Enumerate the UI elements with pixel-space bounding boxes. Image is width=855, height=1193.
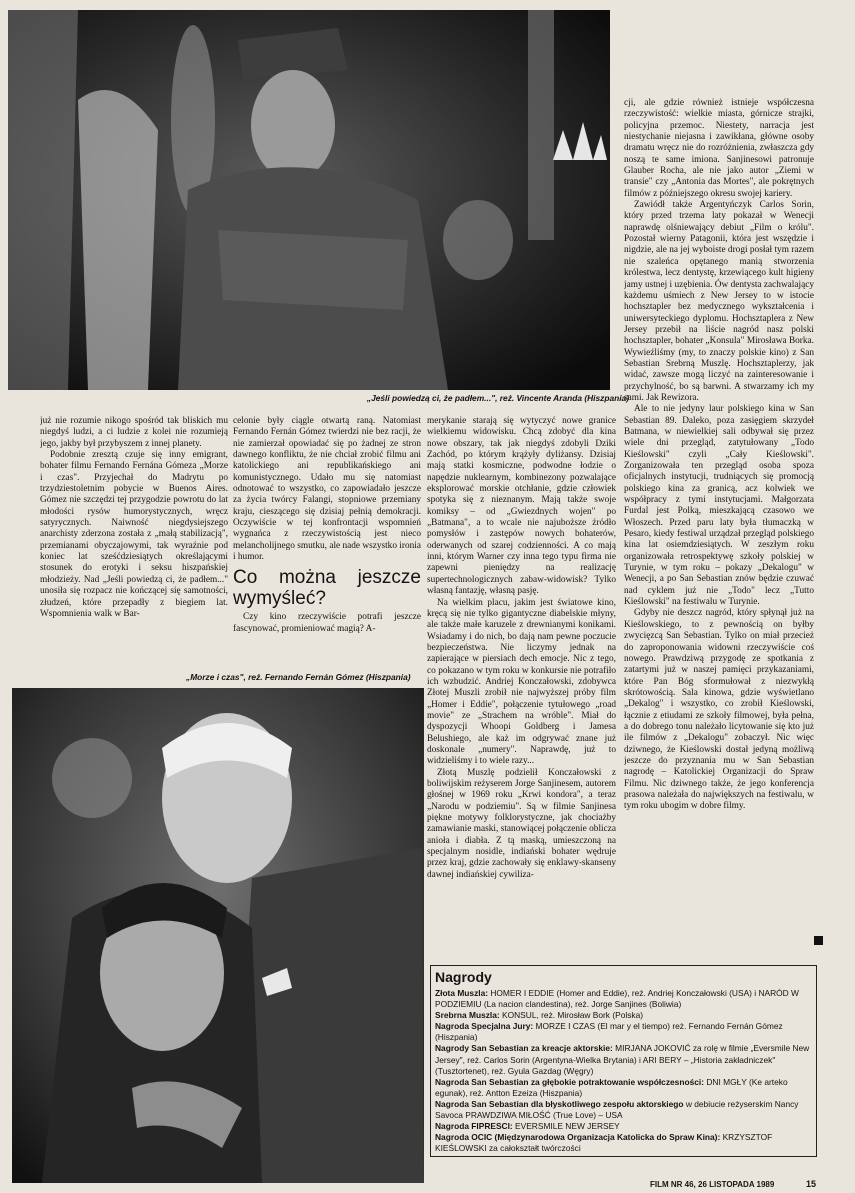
award-label: Nagrody San Sebastian za kreacje aktorskie: xyxy=(435,1043,613,1054)
award-item xyxy=(435,1010,810,1021)
award-text: MORZE I CZAS (El mar y el tiempo) reż. Fernando Fernán Gómez (Hiszpania) xyxy=(435,1021,783,1043)
paragraph: cji, ale gdzie również istnieje współczesna rzeczywistość: wielkie miasta, górnicze strajki, policyjna przemoc. Niestety, narracja jest niestychanie niejasna i zawikłana, główne osoby dramatu wręcz nie do rozróżnienia, zwłaszcza gdy noszą te same imiona. Sanjinesowi patronuje Glauber Rocha, ale nie jako autor „Ziemi w transie" czy „Antonia das Mortes", ale pokrętnych filmów z późniejszego okresu swojej kariery. xyxy=(624,98,814,199)
photo-embrace-scene xyxy=(12,688,424,1183)
award-text: w debiucie reżyserskim Nancy Savoca PRAWDZIWA MIŁOŚĆ (True Love) – USA xyxy=(435,1098,799,1121)
award-item xyxy=(435,1099,810,1121)
award-label: Srebrna Muszla: xyxy=(435,1010,500,1021)
paragraph: Złotą Muszlę podzielił Konczałowski z boliwijskim reżyserem Jorge Sanjinesem, autorem głośnej w 1969 roku „Krwi kondora", a teraz „Narodu w podziemiu". Są w filmie Sanjinesa piękne motywy folklorystyczne, jak chociażby zamawianie maski, stanowiącej połączenie oblicza anioła i diabła. Z tą maską, umieszczoną na specjalnym nosidle, indiański bohater wędruje przez kraj, gdzie zachowały się enklawy-skanseny dawnej indiańskiej cywiliza- xyxy=(427,767,616,880)
award-item xyxy=(435,1021,810,1043)
award-text: HOMER I EDDIE (Homer and Eddie), reż. Andriej Konczałowski (USA) i NARÓD W PODZIEMIU (La nacion clandestina), reż. Jorge Sanjines (Boliwia) xyxy=(435,988,799,1010)
award-item xyxy=(435,1077,810,1099)
award-label: Nagroda FIPRESCI: xyxy=(435,1121,513,1132)
photo-embrace-image xyxy=(12,688,424,1183)
awards-box xyxy=(430,965,817,1157)
award-text: DNI MGŁY (Ke arteko egunak), reż. Antton Ezeiza (Hiszpania) xyxy=(435,1076,788,1098)
paragraph: merykanie starają się wytyczyć nowe granice wielkiemu widowisku. Chcą zdobyć dla kina nowe obszary, tak jak niegdyś zdobyli Dziki Zachód, po którym krążyły dyliżansy. Dzisiaj mają statki kosmiczne, podwodne łodzie o napędzie nuklearnym, kombinezony pozwalające eksplorować morskie otchłanie, gdzie człowiek spotyka się z nieznanym. Mają także swoje komiksy – od „Gwiezdnych wojen" po „Batmana", a to wcale nie najuboższe źródło pomysłów i zastępów nowych bohaterów, oderwanych od szarej codzienności. A co mają inni, którym Warner czy inna tego typu firma nie zapewni pieniędzy na realizację supertechnologicznych zabaw-widowisk? Tylko własną fantazję, własną pasję. xyxy=(427,416,616,597)
photo2-caption: „Morze i czas", reż. Fernando Fernán Gómez (Hiszpania) xyxy=(186,672,411,682)
award-item xyxy=(435,1043,810,1076)
award-text: KONSUL, reż. Mirosław Bork (Polska) xyxy=(499,1010,644,1021)
award-item xyxy=(435,1132,810,1154)
award-label: Nagroda OCIC (Międzynarodowa Organizacja Katolicka do Spraw Kina): xyxy=(435,1132,721,1143)
award-label: Nagroda San Sebastian dla błyskotliwego zespołu aktorskiego xyxy=(435,1098,684,1109)
paragraph: Gdyby nie deszcz nagród, który spłynął już na Kieślowskiego, to z pewnością on byłby zwycięzcą San Sebastian. Tylko on miał przecież do zaproponowania widowni rzeczywiście coś nowego. Prawdziwą przygodę ze spotkania z zatartymi już w naszej pamięci przykazaniami, które Pan Bóg sformułował z niezwykłą skrótowością. Sala kinowa, gdzie wyświetlano „Dekalog" i wszystko, co zrobił Kieślowski, łącznie z etiudami ze szkoły filmowej, była pełna, a do dobrego tonu należało licytowanie się kto już ile filmów z „Dekalogu" zobaczył. Nic więc dziwnego, że Kieślowski dostał jedyną możliwą jeszcze do przyznania mu w San Sebastian nagrodę – Katolickiej Organizacji do Spraw Filmu. Nic dziwnego także, że jego konferencja prasowa należała do największych na festiwalu, w tym roku ubogim w dobre filmy. xyxy=(624,608,814,812)
paragraph: już nie rozumie nikogo spośród tak bliskich mu niegdyś ludzi, a ci ludzie z kolei nie rozumieją jego, jakby był przybyszem z innej planety. xyxy=(40,416,228,449)
award-label: Nagroda San Sebastian za głębokie potraktowanie współczesności: xyxy=(435,1076,705,1087)
article-column-1 xyxy=(40,416,228,671)
photo-soldier-scene xyxy=(8,10,610,390)
awards-list xyxy=(435,988,810,1154)
article-end-mark xyxy=(814,936,823,945)
award-item xyxy=(435,988,810,1010)
article-column-3 xyxy=(427,416,616,952)
article-headline: Co można jeszcze wymyśleć? xyxy=(233,567,421,610)
page-number: 15 xyxy=(806,1179,817,1189)
award-item xyxy=(435,1121,810,1132)
award-text: MIRJANA JOKOVIĆ za rolę w filmie „Eversmile New Jersey", reż. Carlos Sorin (Argentyna-Wielka Brytania) i ARI BERY – „Historia zakładniczek" (Tusztortenet), reż. Gyula Gazdag (Węgry) xyxy=(435,1043,810,1076)
paragraph: Ale to nie jedyny laur polskiego kina w San Sebastian 89. Daleko, poza zasięgiem skrzydeł Batmana, w niewielkiej sali odbywał się przez wiele dni przegląd, zatytułowany „Todo Kieślowski" czyli „Cały Kieślowski". Zorganizowała ten przegląd osoba spoza oficjalnych instytucji, trudniących się promocją polskiego kina za granicą, acz kolwiek we współpracy z tymi instytucjami. Małgorzata Furdal jest Polką, mieszkającą czasowo we Włoszech. Przed paru laty była tłumaczką w Pesaro, kiedy festiwal urządzał przegląd polskiego kina lat osiemdziesiątych. W zeszłym roku organizowała retrospektywę szkoły polskiej w Turynie, w tym roku – pokazy „Dekalogu" w Wenecji, a po San Sebastian znów będzie czuwać nad cyklem już nie „Todo" lecz „Tutto Kieślowski" na festiwalu w Turynie. xyxy=(624,404,814,608)
article-column-4 xyxy=(624,98,814,953)
paragraph: Podobnie zresztą czuje się inny emigrant, bohater filmu Fernando Fernána Gómeza „Morze i czas". Przyjechał do Madrytu po trzydziestoletnim pobycie w Buenos Aires. Gómez nie szczędzi tej przygodzie powrotu do lat młodości rysów humorystycznych, wręcz satyrycznych. Naiwność niegdysiejszego anarchisty zderzona została z „małą stabilizacją", przemianami obyczajowymi, tak wyraźnie pod koniec lat sześćdziesiątych określającymi stosunek do erotyki i seksu hiszpańskiej młodzieży. Nad „Jeśli powiedzą ci, że padłem..." unosiła się rozpacz nie kończącej się samotności, złudzeń, które przepadły z biegiem lat. Wspomnienia walk w Bar- xyxy=(40,450,228,619)
photo1-caption: „Jeśli powiedzą ci, że padłem...", reż. Vincente Aranda (Hiszpania) xyxy=(366,393,629,403)
award-label: Złota Muszla: xyxy=(435,988,489,998)
photo-soldier-image xyxy=(8,10,610,390)
award-label: Nagroda Specjalna Jury: xyxy=(435,1021,534,1032)
awards-title: Nagrody xyxy=(435,969,492,985)
paragraph: Czy kino rzeczywiście potrafi jeszcze fascynować, promieniować magią? A- xyxy=(233,612,421,634)
article-column-2 xyxy=(233,416,421,672)
award-text: KRZYSZTOF KIEŚLOWSKI za całokształt twórczości xyxy=(435,1132,773,1154)
paragraph: Zawiódł także Argentyńczyk Carlos Sorin, który przed trzema laty pokazał w Wenecji naprawdę olśniewający debiut „Film o królu". Pozostał wierny Patagonii, która jest wszędzie i nigdzie, ale na jej wyboiste drogi posłał tym razem nie szaleńca opętanego manią stworzenia królestwa, lecz dentystę, krzewiącego kult higieny jamy ustnej i uzębienia. Ów dentysta zachwalający każdemu uśmiech z New Jersey to w istocie hochsztapler bez medycznego wykształcenia i uniwersyteckiego dyplomu. Hochsztaplera z New Jersey przebił na liście nagród nasz polski hochsztapler, bohater „Konsula" Mirosława Borka. Wywieźliśmy (my, to znaczy polskie kino) z San Sebastian Srebrną Muszlę. Hochsztaplerzy, jak widać, zawsze mogą liczyć na zainteresowanie i przychylność, bo są barwni. A stwarzamy ich my sami. Jak Rewizora. xyxy=(624,200,814,403)
paragraph: Na wielkim placu, jakim jest światowe kino, kręcą się nie tylko gigantyczne diabelskie młyny, ale także małe karuzele z drewnianymi konikami. Wsiadamy i do nich, bo dają nam pewne poczucie bezpieczeństwa. Nie liczymy jednak na zapierające w piersiach dech emocje. Nic z tego, co pokazano w tym roku w konkursie nie potrafiło ich wzbudzić. Andriej Konczałowski, zdobywca Złotej Muszli zrobił nie najwyższej próby film „Homer i Eddie", połączenie tytułowego „road movie" ze „Strachem na wróble". Miał do dyspozycji Whoopi Goldberg i Jamesa Belushiego, ale każ im odgrywać znane już doskonale „numery". Naprawdę, już to widzieliśmy i to wiele razy... xyxy=(427,597,616,767)
issue-footer: FILM NR 46, 26 LISTOPADA 1989 xyxy=(650,1180,775,1189)
award-text: EVERSMILE NEW JERSEY xyxy=(512,1121,620,1132)
paragraph: celonie były ciągle otwartą raną. Natomiast Fernando Fernán Gómez twierdzi nie bez racji, że nie zamierzał opowiadać się po żadnej ze stron dawnego konfliktu, że nie chciał zrobić filmu ani katolickiego ani republikańskiego ani komunistycznego. Udało mu się natomiast odnotować to wszystko, co zapowiadało jeszcze za życia twórcy Falangi, stopniowe przemiany kraju, cieszącego się dzisiaj pełnią demokracji. Oczywiście w tej konfrontacji wspomnień wygnańca z rzeczywistością jest nieco melancholijnego smutku, ale nade wszystko ironia i humor. xyxy=(233,416,421,563)
